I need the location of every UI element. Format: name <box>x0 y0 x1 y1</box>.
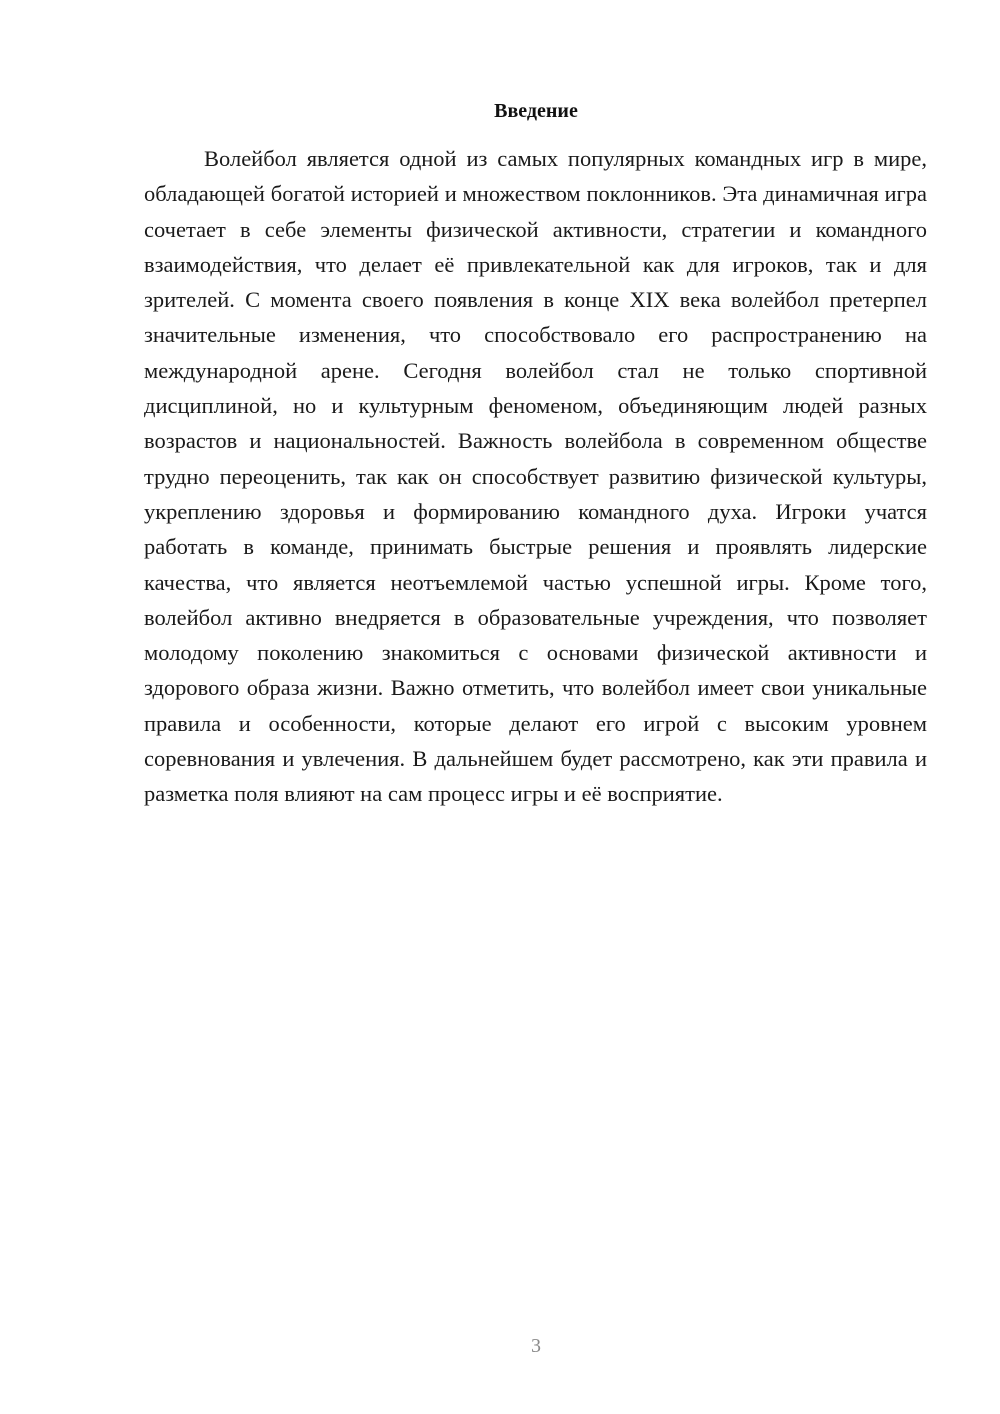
section-heading: Введение <box>494 100 578 122</box>
page-number: 3 <box>531 1335 541 1357</box>
intro-paragraph: Волейбол является одной из самых популярных командных игр в мире, обладающей богатой историей и множеством поклонников. Эта динамичная игра сочетает в себе элементы физической активности, стратегии и командного взаимодействия, что делает её привлекательной как для игроков, так и для зрителей. С момента своего появления в конце XIX века волейбол претерпел значительные изменения, что способствовало его распространению на международной арене. Сегодня волейбол стал не только спортивной дисциплиной, но и культурным феноменом, объединяющим людей разных возрастов и национальностей. Важность волейбола в современном обществе трудно переоценить, так как он способствует развитию физической культуры, укреплению здоровья и формированию командного духа. Игроки учатся работать в команде, принимать быстрые решения и проявлять лидерские качества, что является неотъемлемой частью успешной игры. Кроме того, волейбол активно внедряется в образовательные учреждения, что позволяет молодому поколению знакомиться с основами физической активности и здорового образа жизни. Важно отметить, что волейбол имеет свои уникальные правила и особенности, которые делают его игрой с высоким уровнем соревнования и увлечения. В дальнейшем будет рассмотрено, как эти правила и разметка поля влияют на сам процесс игры и её восприятие. <box>144 146 927 807</box>
